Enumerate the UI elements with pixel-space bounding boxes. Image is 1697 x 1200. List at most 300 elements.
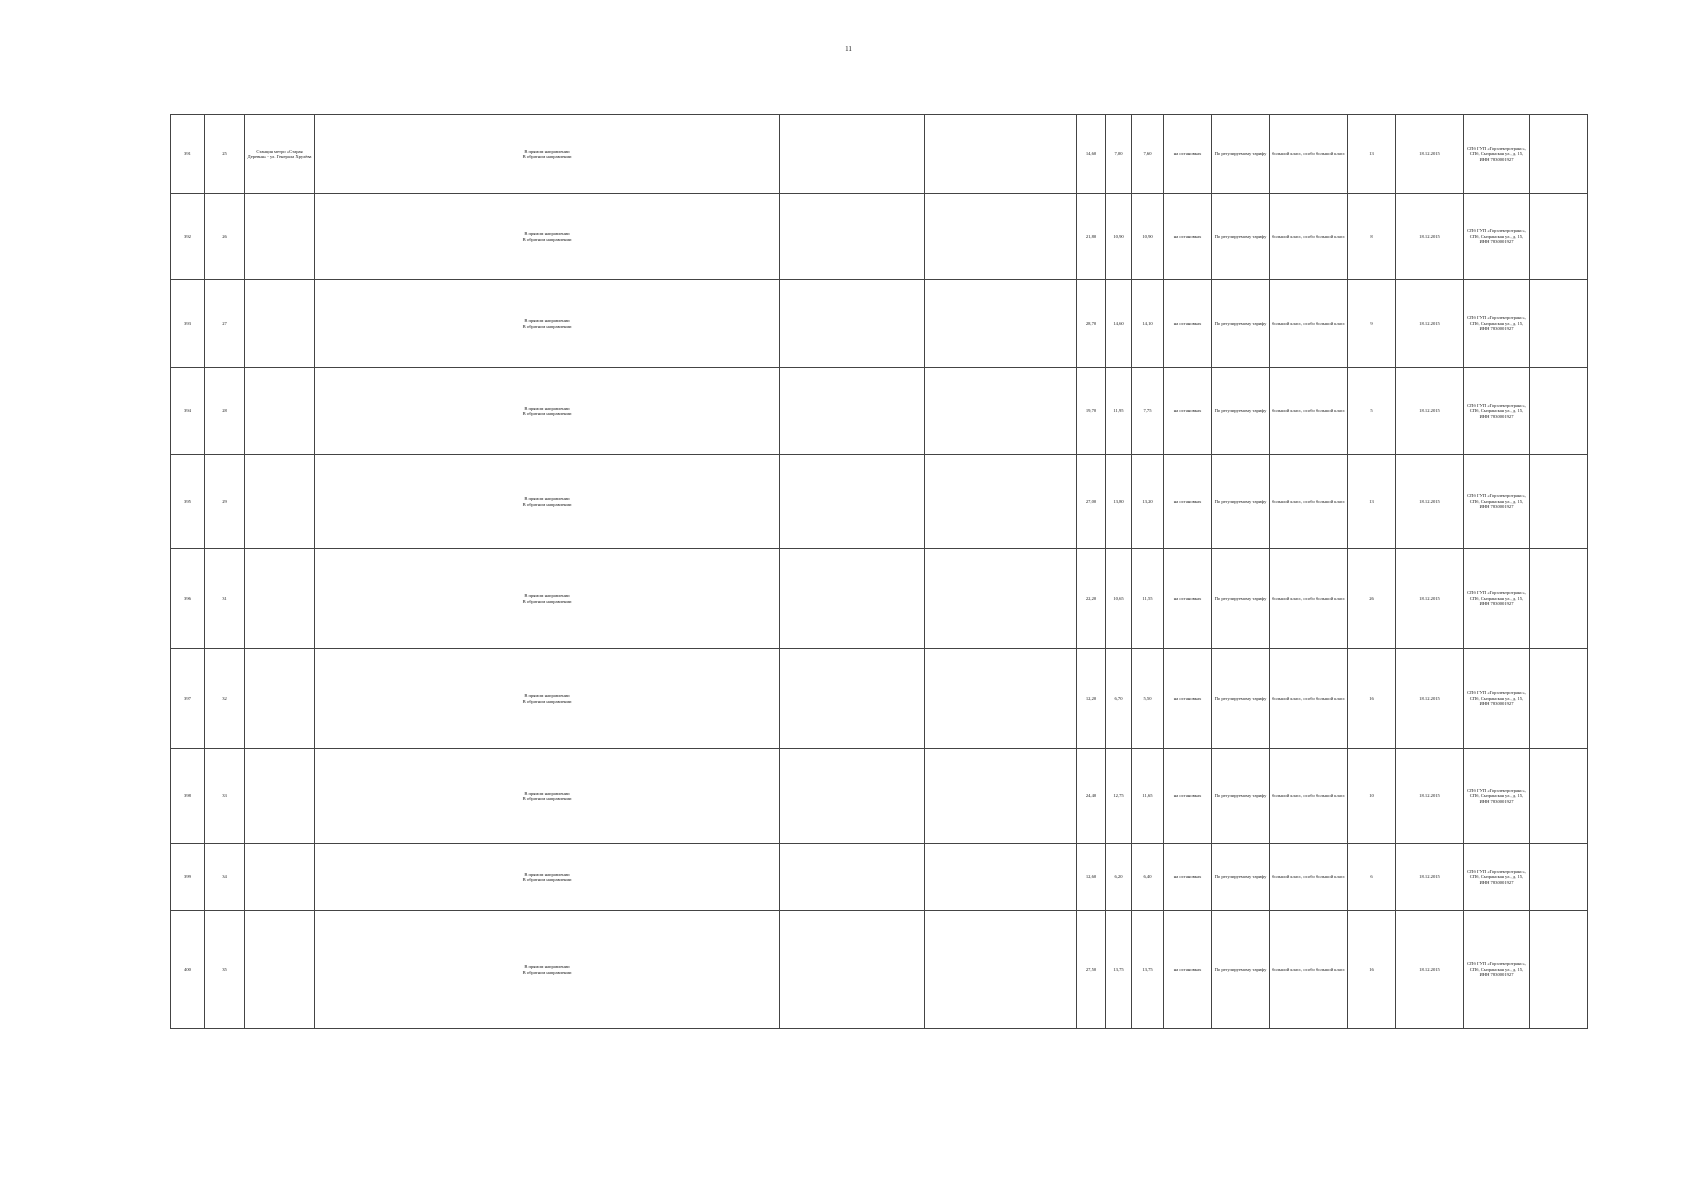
vehicle-count-cell: [1348, 649, 1396, 749]
stop-procedure-cell: [1164, 194, 1212, 280]
backward-direction-heading: В обратном направлении: [522, 969, 572, 975]
carrier-cell: [1464, 368, 1530, 455]
vehicle-count: 13: [1369, 498, 1374, 504]
registry-number-cell: [171, 844, 205, 911]
start-date: 18.12.2015: [1419, 595, 1440, 601]
changes-note-cell: [1530, 368, 1588, 455]
streets-forward-cell: [780, 844, 925, 911]
vehicle-class-cell: [1270, 194, 1348, 280]
route-number-cell: [205, 115, 245, 194]
length-total-cell: [1077, 844, 1106, 911]
table-row: [171, 368, 1588, 455]
length-forward-cell: [1106, 115, 1132, 194]
changes-note-cell: [1530, 649, 1588, 749]
length-forward-cell: [1106, 194, 1132, 280]
vehicle-class-cell: [1270, 368, 1348, 455]
backward-direction-heading: В обратном направлении: [522, 501, 572, 507]
registry-number-cell: [171, 649, 205, 749]
route-name-cell: [245, 280, 315, 368]
vehicle-class-cell: [1270, 844, 1348, 911]
route-name-cell: [245, 749, 315, 844]
table-row: [171, 280, 1588, 368]
route-number: 32: [222, 695, 227, 701]
vehicle-count-cell: [1348, 115, 1396, 194]
vehicle-count: 9: [1370, 320, 1373, 326]
length-backward: 11,55: [1142, 595, 1153, 601]
streets-forward-cell: [780, 749, 925, 844]
tariff-type: По регулируемому тарифу: [1214, 408, 1267, 414]
vehicle-count: 13: [1369, 151, 1374, 157]
vehicle-count-cell: [1348, 455, 1396, 549]
streets-backward-cell: [925, 549, 1077, 649]
start-date-cell: [1396, 549, 1464, 649]
route-path-cell: [315, 911, 780, 1029]
vehicle-count: 8: [1370, 233, 1373, 239]
length-total-cell: [1077, 911, 1106, 1029]
start-date-cell: [1396, 749, 1464, 844]
registry-number: 395: [184, 498, 191, 504]
tariff-cell: [1212, 649, 1270, 749]
carrier-cell: [1464, 844, 1530, 911]
backward-direction-heading: В обратном направлении: [522, 877, 572, 882]
route-path-cell: [315, 844, 780, 911]
carrier-info: СПб ГУП «Горэлектротранс», СПб, Сызранская ул., д. 15, ИНН 7830001927: [1467, 868, 1526, 885]
vehicle-class: большой класс, особо большой класс: [1272, 695, 1345, 701]
length-forward: 10,65: [1113, 595, 1124, 601]
registry-number-cell: [171, 911, 205, 1029]
backward-direction-heading: В обратном направлении: [522, 796, 572, 801]
forward-direction-heading: В прямом направлении: [524, 496, 570, 501]
vehicle-class: большой класс, особо большой класс: [1272, 498, 1345, 504]
vehicle-class: большой класс, особо большой класс: [1272, 320, 1345, 326]
streets-forward-cell: [780, 911, 925, 1029]
forward-direction-heading: В прямом направлении: [524, 593, 570, 598]
length-backward: 7,75: [1143, 408, 1152, 414]
route-number-cell: [205, 280, 245, 368]
route-path-cell: [315, 115, 780, 194]
start-date: 18.12.2015: [1419, 498, 1440, 504]
length-backward-cell: [1132, 749, 1164, 844]
tariff-cell: [1212, 194, 1270, 280]
tariff-type: По регулируемому тарифу: [1214, 320, 1267, 326]
stop-procedure-cell: [1164, 649, 1212, 749]
registry-number-cell: [171, 194, 205, 280]
stop-procedure: на остановках: [1173, 966, 1202, 972]
route-path-cell: [315, 280, 780, 368]
length-forward: 10,90: [1113, 233, 1124, 239]
streets-backward-cell: [925, 115, 1077, 194]
length-total: 21,80: [1085, 233, 1097, 239]
route-path-cell: [315, 194, 780, 280]
backward-direction-heading: В обратном направлении: [522, 411, 572, 416]
vehicle-count-cell: [1348, 280, 1396, 368]
vehicle-count: 5: [1370, 408, 1373, 414]
stop-procedure: на остановках: [1173, 874, 1202, 880]
start-date-cell: [1396, 194, 1464, 280]
length-backward: 5,50: [1143, 695, 1152, 701]
vehicle-count: 16: [1369, 695, 1374, 701]
length-forward-cell: [1106, 749, 1132, 844]
registry-number-cell: [171, 749, 205, 844]
vehicle-count-cell: [1348, 368, 1396, 455]
length-total: 14,60: [1085, 151, 1097, 157]
length-backward: 13,20: [1142, 498, 1153, 504]
route-path-cell: [315, 749, 780, 844]
forward-direction-heading: В прямом направлении: [524, 693, 570, 698]
start-date: 18.12.2015: [1419, 408, 1440, 414]
carrier-cell: [1464, 649, 1530, 749]
length-backward: 14,10: [1142, 320, 1153, 326]
route-number-cell: [205, 455, 245, 549]
vehicle-class-cell: [1270, 549, 1348, 649]
stop-procedure: на остановках: [1173, 695, 1202, 701]
length-total-cell: [1077, 368, 1106, 455]
length-total: 27,00: [1085, 498, 1097, 504]
table-row: [171, 911, 1588, 1029]
route-name: Станция метро «Старая Деревня» - ул. Генерала Хрулёва: [247, 148, 312, 159]
length-forward-cell: [1106, 549, 1132, 649]
tariff-cell: [1212, 368, 1270, 455]
length-total: 24,40: [1085, 793, 1097, 799]
tariff-type: По регулируемому тарифу: [1214, 874, 1267, 880]
length-total: 22,20: [1085, 595, 1097, 601]
length-total-cell: [1077, 115, 1106, 194]
registry-number: 399: [184, 874, 191, 880]
length-backward-cell: [1132, 549, 1164, 649]
registry-number: 394: [184, 408, 191, 414]
vehicle-count: 26: [1369, 595, 1374, 601]
length-total-cell: [1077, 549, 1106, 649]
carrier-info: СПб ГУП «Горэлектротранс», СПб, Сызранская ул., д. 15, ИНН 7830001927: [1467, 787, 1526, 804]
stop-procedure: на остановках: [1173, 595, 1202, 601]
route-number-cell: [205, 549, 245, 649]
route-name-cell: [245, 549, 315, 649]
start-date-cell: [1396, 844, 1464, 911]
carrier-info: СПб ГУП «Горэлектротранс», СПб, Сызранская ул., д. 15, ИНН 7830001927: [1467, 493, 1526, 510]
carrier-info: СПб ГУП «Горэлектротранс», СПб, Сызранская ул., д. 15, ИНН 7830001927: [1467, 145, 1526, 162]
tariff-cell: [1212, 844, 1270, 911]
registry-number-cell: [171, 368, 205, 455]
carrier-info: СПб ГУП «Горэлектротранс», СПб, Сызранская ул., д. 15, ИНН 7830001927: [1467, 590, 1526, 607]
start-date: 18.12.2015: [1419, 695, 1440, 701]
forward-direction-heading: В прямом направлении: [524, 871, 570, 877]
start-date: 18.12.2015: [1419, 233, 1440, 239]
route-number: 27: [222, 320, 227, 326]
tariff-type: По регулируемому тарифу: [1214, 498, 1267, 504]
route-name-cell: [245, 115, 315, 194]
streets-backward-cell: [925, 649, 1077, 749]
length-forward-cell: [1106, 844, 1132, 911]
changes-note-cell: [1530, 115, 1588, 194]
stop-procedure-cell: [1164, 911, 1212, 1029]
vehicle-class: большой класс, особо большой класс: [1272, 595, 1345, 601]
route-number: 28: [222, 408, 227, 414]
length-forward-cell: [1106, 649, 1132, 749]
start-date: 18.12.2015: [1419, 966, 1440, 972]
forward-direction-heading: В прямом направлении: [524, 964, 570, 969]
start-date: 18.12.2015: [1419, 320, 1440, 326]
length-total-cell: [1077, 194, 1106, 280]
route-number: 33: [222, 793, 227, 799]
route-number-cell: [205, 368, 245, 455]
tariff-cell: [1212, 455, 1270, 549]
vehicle-count-cell: [1348, 911, 1396, 1029]
vehicle-class: большой класс, особо большой класс: [1272, 408, 1345, 414]
streets-forward-cell: [780, 115, 925, 194]
start-date-cell: [1396, 911, 1464, 1029]
table-row: [171, 194, 1588, 280]
carrier-info: СПб ГУП «Горэлектротранс», СПб, Сызранская ул., д. 15, ИНН 7830001927: [1467, 961, 1526, 978]
vehicle-count: 16: [1369, 966, 1374, 972]
length-backward: 6,40: [1143, 874, 1152, 880]
carrier-info: СПб ГУП «Горэлектротранс», СПб, Сызранская ул., д. 15, ИНН 7830001927: [1467, 315, 1526, 332]
table-row: [171, 549, 1588, 649]
start-date-cell: [1396, 368, 1464, 455]
backward-direction-heading: В обратном направлении: [522, 598, 572, 604]
stop-procedure-cell: [1164, 844, 1212, 911]
registry-number: 396: [184, 595, 191, 601]
streets-forward-cell: [780, 368, 925, 455]
length-backward-cell: [1132, 115, 1164, 194]
streets-forward-cell: [780, 194, 925, 280]
streets-forward-cell: [780, 280, 925, 368]
length-forward: 12,75: [1113, 793, 1124, 799]
changes-note-cell: [1530, 194, 1588, 280]
streets-backward-cell: [925, 368, 1077, 455]
length-forward: 6,20: [1114, 874, 1123, 880]
carrier-cell: [1464, 749, 1530, 844]
vehicle-count-cell: [1348, 549, 1396, 649]
start-date-cell: [1396, 649, 1464, 749]
route-number-cell: [205, 844, 245, 911]
tariff-cell: [1212, 911, 1270, 1029]
stop-procedure: на остановках: [1173, 793, 1202, 799]
table-row: [171, 649, 1588, 749]
route-name-cell: [245, 649, 315, 749]
backward-direction-heading: В обратном направлении: [522, 154, 572, 159]
route-number: 25: [222, 151, 227, 157]
route-number: 31: [222, 595, 227, 601]
route-name-cell: [245, 368, 315, 455]
length-backward: 13,75: [1142, 966, 1153, 972]
streets-backward-cell: [925, 280, 1077, 368]
registry-number: 398: [184, 793, 191, 799]
tariff-cell: [1212, 549, 1270, 649]
length-forward: 6,70: [1114, 695, 1123, 701]
changes-note-cell: [1530, 844, 1588, 911]
registry-number-cell: [171, 455, 205, 549]
route-name-cell: [245, 844, 315, 911]
vehicle-class-cell: [1270, 115, 1348, 194]
start-date: 18.12.2015: [1419, 793, 1440, 799]
tariff-type: По регулируемому тарифу: [1214, 595, 1267, 601]
start-date-cell: [1396, 115, 1464, 194]
route-number: 26: [222, 233, 227, 239]
vehicle-class-cell: [1270, 911, 1348, 1029]
registry-number: 391: [184, 151, 191, 157]
vehicle-count-cell: [1348, 844, 1396, 911]
length-backward-cell: [1132, 911, 1164, 1029]
backward-direction-heading: В обратном направлении: [522, 323, 572, 329]
length-backward: 11,65: [1142, 793, 1153, 799]
stop-procedure-cell: [1164, 115, 1212, 194]
streets-forward-cell: [780, 455, 925, 549]
stop-procedure: на остановках: [1173, 151, 1202, 157]
route-path-cell: [315, 368, 780, 455]
length-total: 28,70: [1085, 320, 1097, 326]
stop-procedure-cell: [1164, 280, 1212, 368]
route-number-cell: [205, 749, 245, 844]
vehicle-class: большой класс, особо большой класс: [1272, 151, 1345, 157]
stop-procedure-cell: [1164, 368, 1212, 455]
vehicle-class: большой класс, особо большой класс: [1272, 874, 1345, 880]
length-forward-cell: [1106, 455, 1132, 549]
streets-backward-cell: [925, 194, 1077, 280]
table-row: [171, 115, 1588, 194]
length-forward-cell: [1106, 280, 1132, 368]
stop-procedure-cell: [1164, 549, 1212, 649]
vehicle-count-cell: [1348, 749, 1396, 844]
vehicle-class-cell: [1270, 280, 1348, 368]
table-row: [171, 455, 1588, 549]
length-forward-cell: [1106, 911, 1132, 1029]
length-backward-cell: [1132, 649, 1164, 749]
route-number-cell: [205, 649, 245, 749]
carrier-cell: [1464, 115, 1530, 194]
stop-procedure-cell: [1164, 455, 1212, 549]
tariff-type: По регулируемому тарифу: [1214, 695, 1267, 701]
route-path-cell: [315, 455, 780, 549]
length-backward-cell: [1132, 194, 1164, 280]
stop-procedure: на остановках: [1173, 498, 1202, 504]
length-backward-cell: [1132, 844, 1164, 911]
start-date: 18.12.2015: [1419, 874, 1440, 880]
length-forward: 13,75: [1113, 966, 1124, 972]
length-forward: 14,60: [1113, 320, 1124, 326]
registry-number: 397: [184, 695, 191, 701]
backward-direction-heading: В обратном направлении: [522, 698, 572, 704]
registry-number-cell: [171, 115, 205, 194]
length-backward: 7,60: [1143, 151, 1152, 157]
tariff-cell: [1212, 749, 1270, 844]
registry-body: [171, 115, 1588, 1029]
changes-note-cell: [1530, 749, 1588, 844]
length-total-cell: [1077, 280, 1106, 368]
stop-procedure-cell: [1164, 749, 1212, 844]
tariff-type: По регулируемому тарифу: [1214, 966, 1267, 972]
registry-number: 392: [184, 233, 191, 239]
vehicle-class-cell: [1270, 649, 1348, 749]
length-forward-cell: [1106, 368, 1132, 455]
length-forward: 7,00: [1114, 151, 1123, 157]
streets-backward-cell: [925, 911, 1077, 1029]
carrier-info: СПб ГУП «Горэлектротранс», СПб, Сызранская ул., д. 15, ИНН 7830001927: [1467, 402, 1526, 419]
tariff-cell: [1212, 115, 1270, 194]
registry-number-cell: [171, 549, 205, 649]
vehicle-class: большой класс, особо большой класс: [1272, 966, 1345, 972]
length-total: 19,70: [1085, 408, 1097, 414]
streets-backward-cell: [925, 749, 1077, 844]
streets-backward-cell: [925, 455, 1077, 549]
carrier-info: СПб ГУП «Горэлектротранс», СПб, Сызранская ул., д. 15, ИНН 7830001927: [1467, 228, 1526, 245]
page-number: 11: [845, 45, 852, 53]
length-total: 27,50: [1085, 966, 1097, 972]
routes-registry-table: [170, 114, 1588, 1029]
length-backward: 10,90: [1142, 233, 1153, 239]
stop-procedure: на остановках: [1173, 233, 1202, 239]
streets-forward-cell: [780, 649, 925, 749]
length-total-cell: [1077, 749, 1106, 844]
route-name-cell: [245, 911, 315, 1029]
carrier-info: СПб ГУП «Горэлектротранс», СПб, Сызранская ул., д. 15, ИНН 7830001927: [1467, 690, 1526, 707]
length-forward: 11,95: [1113, 408, 1124, 414]
tariff-cell: [1212, 280, 1270, 368]
route-number-cell: [205, 194, 245, 280]
table-row: [171, 749, 1588, 844]
carrier-cell: [1464, 911, 1530, 1029]
registry-number: 400: [184, 966, 191, 972]
stop-procedure: на остановках: [1173, 320, 1202, 326]
length-backward-cell: [1132, 455, 1164, 549]
route-number: 29: [222, 498, 227, 504]
changes-note-cell: [1530, 911, 1588, 1029]
changes-note-cell: [1530, 280, 1588, 368]
stop-procedure: на остановках: [1173, 408, 1202, 414]
table-row: [171, 844, 1588, 911]
carrier-cell: [1464, 194, 1530, 280]
forward-direction-heading: В прямом направлении: [524, 231, 570, 236]
vehicle-count: 10: [1369, 793, 1374, 799]
length-total-cell: [1077, 455, 1106, 549]
backward-direction-heading: В обратном направлении: [522, 236, 572, 242]
vehicle-class-cell: [1270, 749, 1348, 844]
tariff-type: По регулируемому тарифу: [1214, 233, 1267, 239]
route-name-cell: [245, 194, 315, 280]
route-name-cell: [245, 455, 315, 549]
start-date: 18.12.2015: [1419, 151, 1440, 157]
route-path-cell: [315, 549, 780, 649]
changes-note-cell: [1530, 549, 1588, 649]
vehicle-count: 6: [1370, 874, 1373, 880]
length-total: 12,60: [1085, 874, 1097, 880]
start-date-cell: [1396, 455, 1464, 549]
tariff-type: По регулируемому тарифу: [1214, 793, 1267, 799]
vehicle-class: большой класс, особо большой класс: [1272, 233, 1345, 239]
length-forward: 13,80: [1113, 498, 1124, 504]
length-total-cell: [1077, 649, 1106, 749]
forward-direction-heading: В прямом направлении: [524, 148, 570, 154]
forward-direction-heading: В прямом направлении: [524, 790, 570, 796]
forward-direction-heading: В прямом направлении: [524, 405, 570, 411]
route-path-cell: [315, 649, 780, 749]
forward-direction-heading: В прямом направлении: [524, 318, 570, 323]
carrier-cell: [1464, 280, 1530, 368]
carrier-cell: [1464, 549, 1530, 649]
length-backward-cell: [1132, 368, 1164, 455]
streets-forward-cell: [780, 549, 925, 649]
registry-number: 393: [184, 320, 191, 326]
registry-number-cell: [171, 280, 205, 368]
streets-backward-cell: [925, 844, 1077, 911]
carrier-cell: [1464, 455, 1530, 549]
vehicle-class: большой класс, особо большой класс: [1272, 793, 1345, 799]
route-number-cell: [205, 911, 245, 1029]
vehicle-class-cell: [1270, 455, 1348, 549]
length-backward-cell: [1132, 280, 1164, 368]
changes-note-cell: [1530, 455, 1588, 549]
length-total: 12,20: [1085, 695, 1097, 701]
vehicle-count-cell: [1348, 194, 1396, 280]
